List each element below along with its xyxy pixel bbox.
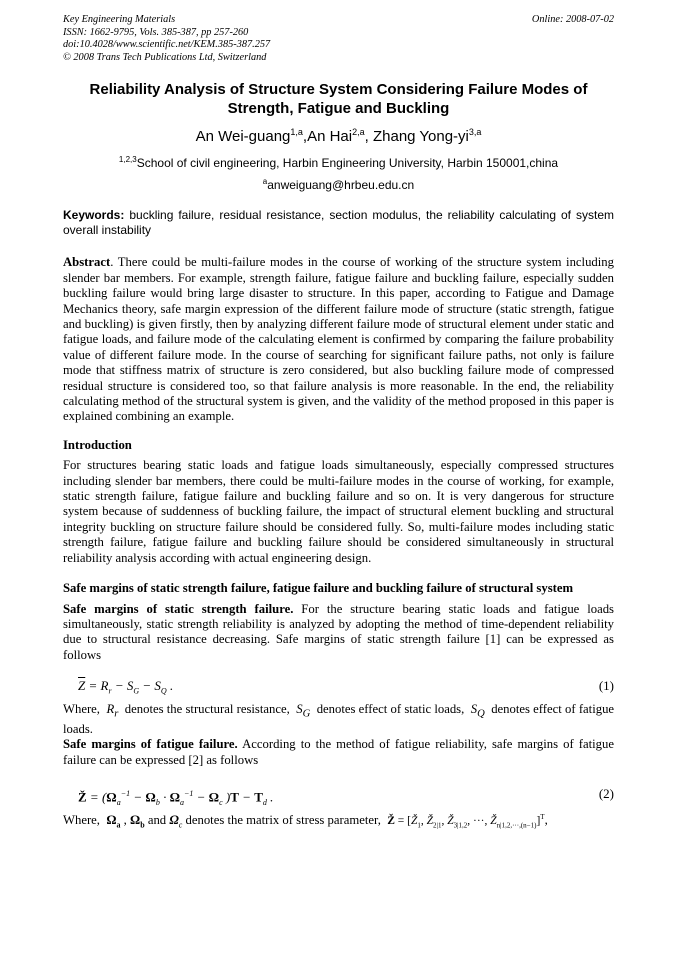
author-list: An Wei-guang$^{1,a}$,An Hai$^{2,a}$, Zhang Yong-yi$^{3,a}$	[195, 127, 482, 146]
abstract-label: Abstract	[63, 255, 111, 270]
equation-1-number: (1)	[598, 678, 614, 694]
equation-1	[63, 676, 614, 696]
introduction-heading: Introduction	[63, 437, 132, 452]
affiliation	[63, 152, 614, 171]
journal-name: Key Engineering Materials	[63, 14, 176, 25]
author-name: An Wei-guang	[195, 128, 291, 146]
equation-2	[63, 784, 614, 808]
where-q-text: denotes effect of fatigue loads.	[63, 702, 615, 737]
author-sup: 3,a	[468, 127, 482, 138]
where2-prefix: Where,	[63, 813, 100, 828]
author-name: An Hai	[307, 128, 353, 146]
copyright-line: © 2008 Trans Tech Publications Ltd, Switzerland	[63, 51, 267, 63]
author-sup: 1,a	[290, 127, 303, 138]
static-strength-text: For the structure bearing static loads and fatigue loads simultaneously, static strength reliability is analyzed by adopting the method of time-dependent reliability due to structural resistance decreasing. Safe margins of static strength failure [1] can be expressed as follows	[63, 601, 614, 662]
abstract-text: . There could be multi-failure modes in the course of working of the structure system including slender bar members. For example, strength failure, fatigue failure and buckling failure, especially sudden buckling failure would bring large disaster to structure. In this paper, according to Fatigue and Damage Mechanics theory, safe margin expression of the different failure mode of structure (static strength, fatigue and buckling) is given firstly, then by analyzing different failure mode of structural element under static and fatigue loads, and failure mode of the calculating element is confirmed by comparing the failure probability value of different failure mode. In the course of searching for significant failure paths, not only is failure mode that stiffness matrix of structure is zero considered, but also buckling failure mode of compressed residual structure is considered too, so that failure analysis is more reasonable. In the end, the reliability calculating method of the structural system is given, and the validity of the method proposed in this paper is explained combining an example.	[63, 255, 614, 424]
keywords-text: buckling failure, residual resistance, section modulus, the reliability calculating of system overall instability	[63, 208, 614, 238]
static-strength-lead: Safe margins of static strength failure.	[63, 601, 294, 616]
author-name: Zhang Yong-yi	[372, 128, 469, 146]
keywords	[63, 208, 614, 238]
where2-tail: denotes the matrix of stress parameter,	[182, 813, 381, 828]
affiliation-sup: 1,2,3	[118, 155, 137, 165]
email-sup: a	[262, 177, 268, 187]
safe-margins-heading: Safe margins of static strength failure, fatigue failure and buckling failure of structural system	[63, 581, 574, 596]
equation-1-body: $\overline{Z} = R_r - S_G - S_Q$ .	[78, 678, 174, 696]
where2-and: and	[144, 813, 170, 828]
equation-1-where: Where, $R_r$ denotes the structural resistance, $S_G$ denotes effect of static loads, $S_Q$ denotes effect of fatigue loads.	[63, 702, 615, 737]
equation-2-where: Where, $\Omega_a$ , $\Omega_b$ and $\Omega_c$ denotes the matrix of stress parameter, Ž = [$Ž_1$, $Ž_{2|1}$, $Ž_{3|1,2}$, ···, $Ž_{n|1,2,\cdot\cdot\cdot,(n-1)}]^T$,	[63, 813, 548, 830]
paper-title: Reliability Analysis of Structure System Considering Failure Modes of Strength, Fatigue and Buckling	[89, 81, 588, 118]
fatigue-lead: Safe margins of fatigue failure.	[63, 737, 238, 752]
doi-line: doi:10.4028/www.scientific.net/KEM.385-387.257	[63, 39, 271, 51]
online-date: Online: 2008-07-02	[531, 14, 614, 25]
equation-2-number: (2)	[598, 786, 614, 802]
where-g-text: denotes effect of static loads,	[316, 702, 465, 717]
introduction-text: For structures bearing static loads and fatigue loads simultaneously, especially compressed structures including slender bar members, there could be multi-failure modes in the course of working, for example, static strength failure, fatigue failure and buckling failure and so on. It is very dangerous for structure system because of suddenness of buckling failure, the impact of structural element buckling and structural integrity buckling on structure failure should be considered fully. So, multi-failure modes including static strength failure, fatigue failure and buckling failure should be considered simultaneously in structural reliability analysis according with actual engineering design.	[63, 458, 614, 565]
keywords-label: Keywords:	[63, 208, 125, 223]
paper-page	[63, 14, 614, 834]
equation-2-body: Ž = ($\Omega_a^{-1} - \Omega_b \cdot \Omega_a^{-1} - \Omega_c$ )$T - T_d$ .	[78, 789, 274, 808]
email-text: anweiguang@hrbeu.edu.cn	[267, 178, 415, 193]
author-email	[63, 174, 614, 193]
static-strength-paragraph	[63, 602, 614, 664]
where-prefix: Where,	[63, 702, 100, 717]
journal-header	[63, 14, 614, 64]
fatigue-text: According to the method of fatigue reliability, safe margins of fatigue failure can be expressed [2] as follows	[63, 737, 615, 767]
issn-line: ISSN: 1662-9795, Vols. 385-387, pp 257-260	[63, 26, 249, 38]
fatigue-paragraph	[63, 737, 614, 768]
abstract	[63, 255, 614, 424]
affiliation-text: School of civil engineering, Harbin Engineering University, Harbin 150001,china	[136, 156, 559, 171]
author-sup: 2,a	[352, 127, 365, 138]
where-r-text: denotes the structural resistance,	[124, 702, 290, 717]
